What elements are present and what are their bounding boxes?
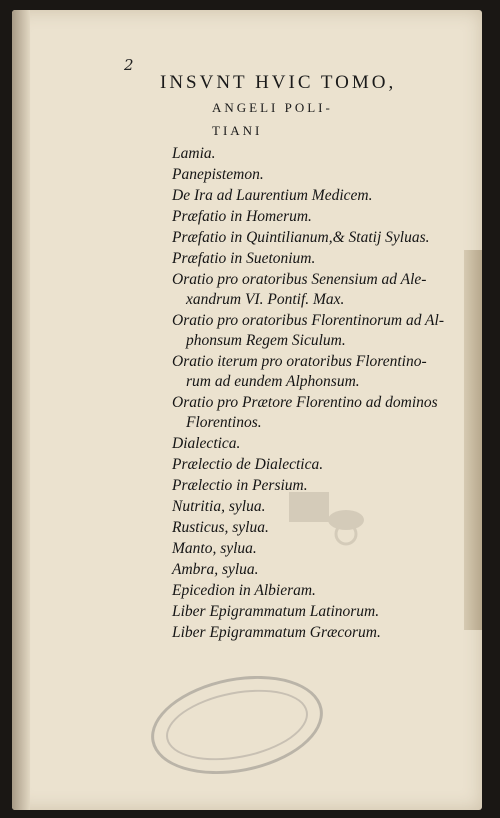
printer-mark-show-through <box>284 472 374 552</box>
contents-entry <box>172 270 472 310</box>
entry-line: Epicedion in Albieram. <box>172 582 316 599</box>
entry-line: Præfatio in Suetonium. <box>172 250 316 267</box>
entry-line: Oratio pro oratoribus Florentinorum ad Al- <box>172 312 444 329</box>
contents-entry <box>172 560 472 580</box>
table-of-contents <box>172 144 472 644</box>
entry-line: Liber Epigrammatum Latinorum. <box>172 603 380 620</box>
contents-entry <box>172 602 472 622</box>
entry-line: Liber Epigrammatum Græcorum. <box>172 624 381 641</box>
entry-line: Ambra, sylua. <box>172 561 259 578</box>
entry-line: De Ira ad Laurentium Medicem. <box>172 187 373 204</box>
entry-line: Præfatio in Quintilianum,& Statij Syluas. <box>172 229 430 246</box>
entry-line: Prælectio de Dialectica. <box>172 456 324 473</box>
entry-line: Manto, sylua. <box>172 540 257 557</box>
library-stamp <box>143 662 332 787</box>
contents-entry <box>172 393 472 433</box>
contents-entry <box>172 311 472 351</box>
entry-continuation-line: rum ad eundem Alphonsum. <box>186 373 360 390</box>
contents-entry <box>172 228 472 248</box>
contents-entry <box>172 249 472 269</box>
contents-entry <box>172 434 472 454</box>
entry-line: Prælectio in Persium. <box>172 477 308 494</box>
contents-entry <box>172 165 472 185</box>
entry-continuation-line: phonsum Regem Siculum. <box>186 332 346 349</box>
page-gutter <box>12 10 30 810</box>
entry-line: Dialectica. <box>172 435 241 452</box>
entry-line: Rusticus, sylua. <box>172 519 269 536</box>
contents-entry <box>172 352 472 392</box>
book-page <box>12 10 482 810</box>
entry-line: Panepistemon. <box>172 166 264 183</box>
entry-line: Nutritia, sylua. <box>172 498 266 515</box>
page-number: 2 <box>124 56 134 74</box>
contents-entry <box>172 623 472 643</box>
entry-line: Lamia. <box>172 145 216 162</box>
author-line-1: ANGELI POLI- <box>212 100 333 115</box>
contents-entry <box>172 144 472 164</box>
entry-line: Præfatio in Homerum. <box>172 208 312 225</box>
contents-entry <box>172 186 472 206</box>
author-line-2: TIANI <box>212 123 263 138</box>
entry-continuation-line: xandrum VI. Pontif. Max. <box>186 291 345 308</box>
contents-entry <box>172 207 472 227</box>
entry-line: Oratio pro Prætore Florentino ad dominos <box>172 394 438 411</box>
entry-line: Oratio pro oratoribus Senensium ad Ale- <box>172 271 427 288</box>
contents-entry <box>172 581 472 601</box>
library-stamp-inner-ring <box>160 679 314 771</box>
page-title: INSVNT HVIC TOMO, <box>160 72 397 93</box>
entry-line: Oratio iterum pro oratoribus Florentino- <box>172 353 427 370</box>
entry-continuation-line: Florentinos. <box>186 414 262 431</box>
